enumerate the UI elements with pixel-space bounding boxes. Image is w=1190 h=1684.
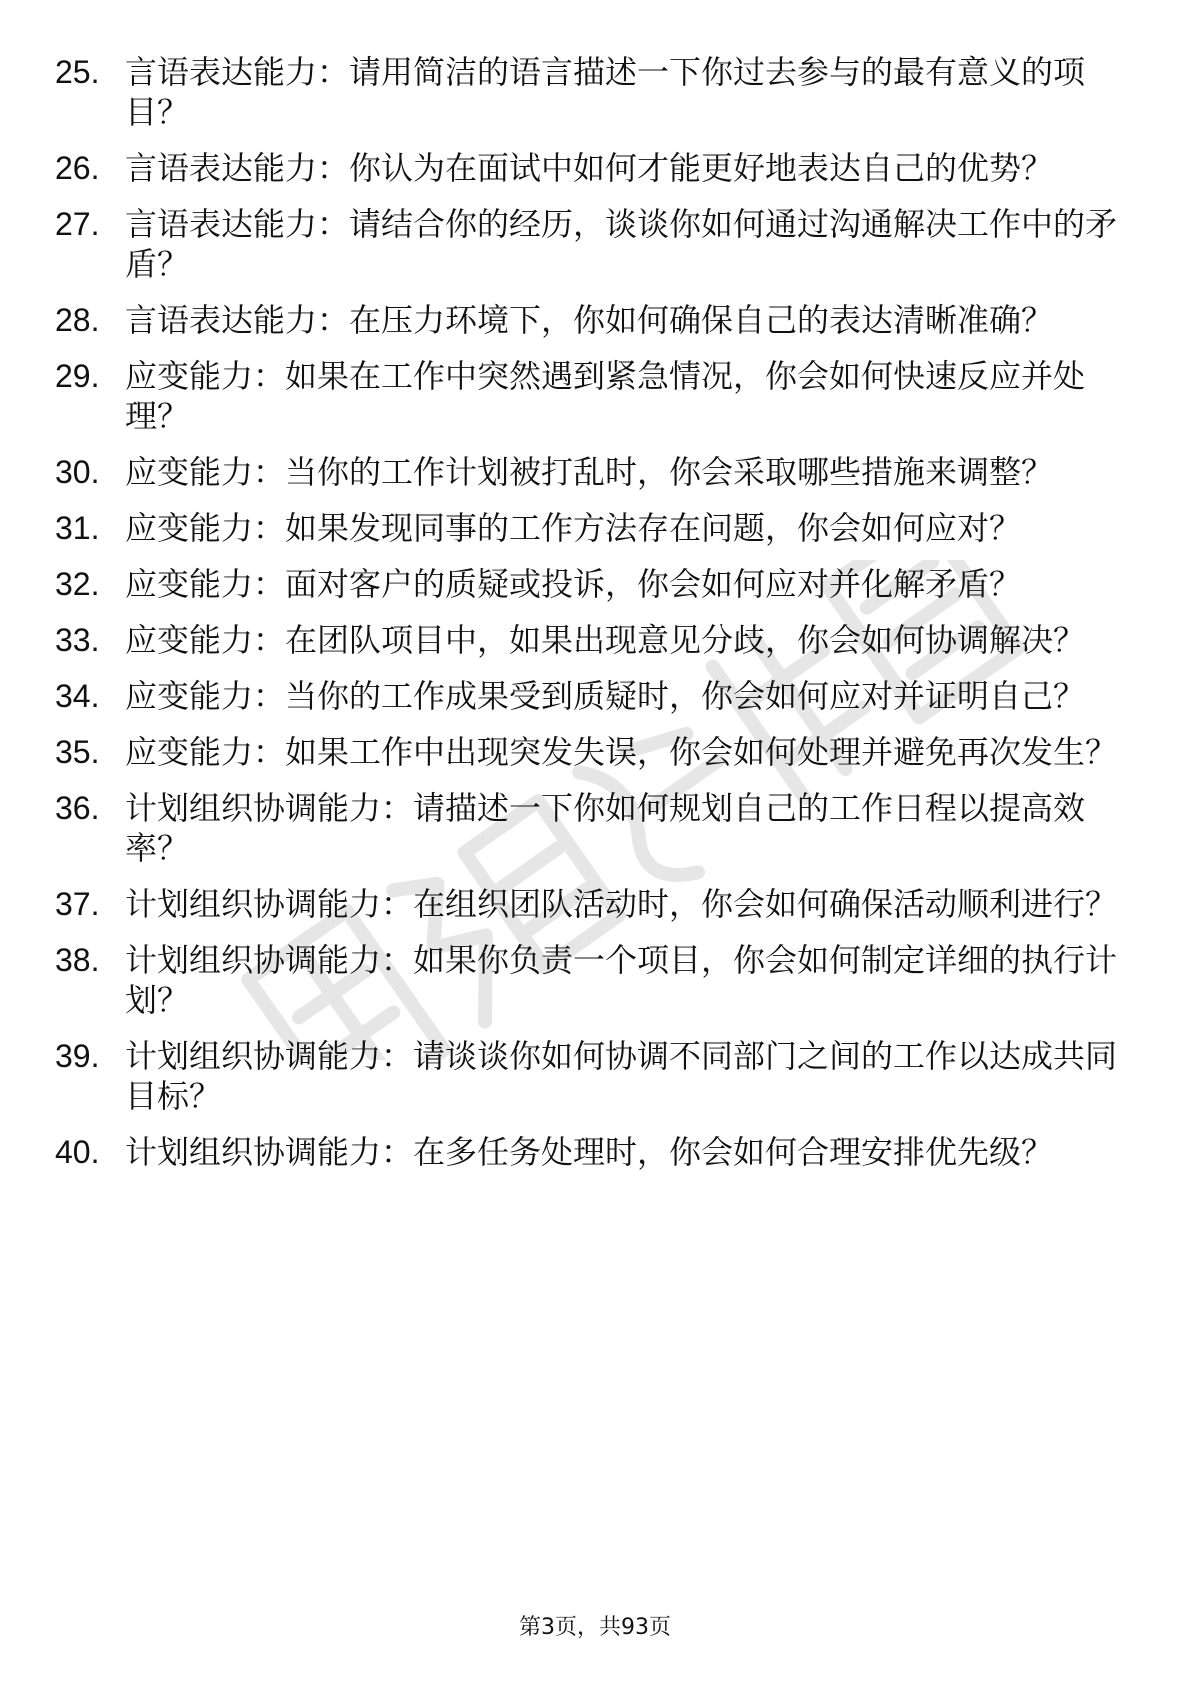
question-text: 应变能力：如果发现同事的工作方法存在问题，你会如何应对？ xyxy=(125,509,1022,547)
question-text: 应变能力：当你的工作成果受到质疑时，你会如何应对并证明自己？ xyxy=(125,677,1086,715)
question-number: 26. xyxy=(55,150,100,186)
page-indicator: 第3页，共93页 xyxy=(519,1615,671,1640)
question-text: 计划组织协调能力：请谈谈你如何协调不同部门之间的工作以达成共同目标？ xyxy=(125,1037,1118,1115)
question-text: 计划组织协调能力：在组织团队活动时，你会如何确保活动顺利进行？ xyxy=(125,885,1118,923)
question-text: 应变能力：面对客户的质疑或投诉，你会如何应对并化解矛盾？ xyxy=(125,565,1022,603)
question-item xyxy=(55,52,1135,132)
question-item xyxy=(55,564,1135,604)
question-text: 计划组织协调能力：如果你负责一个项目，你会如何制定详细的执行计划？ xyxy=(125,941,1118,1019)
question-text: 言语表达能力：你认为在面试中如何才能更好地表达自己的优势？ xyxy=(125,149,1054,187)
question-item xyxy=(55,1036,1135,1116)
question-item xyxy=(55,356,1135,436)
question-number: 33. xyxy=(55,622,100,658)
question-text: 计划组织协调能力：在多任务处理时，你会如何合理安排优先级？ xyxy=(125,1133,1054,1171)
question-number: 29. xyxy=(55,358,100,394)
question-number: 32. xyxy=(55,566,100,602)
question-text: 言语表达能力：请用简洁的语言描述一下你过去参与的最有意义的项目？ xyxy=(125,53,1086,131)
question-list xyxy=(55,52,1135,1188)
question-number: 40. xyxy=(55,1134,100,1170)
question-number: 30. xyxy=(55,454,100,490)
question-number: 27. xyxy=(55,206,100,242)
question-item xyxy=(55,620,1135,660)
question-number: 38. xyxy=(55,942,100,978)
question-text: 应变能力：如果在工作中突然遇到紧急情况，你会如何快速反应并处理？ xyxy=(125,357,1086,435)
question-text: 言语表达能力：在压力环境下，你如何确保自己的表达清晰准确？ xyxy=(125,301,1054,339)
question-number: 31. xyxy=(55,510,100,546)
question-text: 言语表达能力：请结合你的经历，谈谈你如何通过沟通解决工作中的矛盾？ xyxy=(125,205,1118,283)
question-number: 37. xyxy=(55,886,100,922)
question-item xyxy=(55,1132,1135,1172)
question-number: 39. xyxy=(55,1038,100,1074)
question-number: 28. xyxy=(55,302,100,338)
question-item xyxy=(55,204,1135,284)
question-text: 计划组织协调能力：请描述一下你如何规划自己的工作日程以提高效率？ xyxy=(125,789,1086,867)
question-item xyxy=(55,676,1135,716)
question-item xyxy=(55,452,1135,492)
question-number: 25. xyxy=(55,54,100,90)
question-number: 36. xyxy=(55,790,100,826)
question-number: 34. xyxy=(55,678,100,714)
question-text: 应变能力：在团队项目中，如果出现意见分歧，你会如何协调解决？ xyxy=(125,621,1086,659)
question-item xyxy=(55,732,1135,772)
question-item xyxy=(55,884,1135,924)
question-item xyxy=(55,148,1135,188)
question-number: 35. xyxy=(55,734,100,770)
page-footer xyxy=(0,1610,1190,1641)
question-text: 应变能力：当你的工作计划被打乱时，你会采取哪些措施来调整？ xyxy=(125,453,1054,491)
question-text: 应变能力：如果工作中出现突发失误，你会如何处理并避免再次发生？ xyxy=(125,733,1118,771)
question-item xyxy=(55,300,1135,340)
question-item xyxy=(55,788,1135,868)
question-item xyxy=(55,940,1135,1020)
question-item xyxy=(55,508,1135,548)
